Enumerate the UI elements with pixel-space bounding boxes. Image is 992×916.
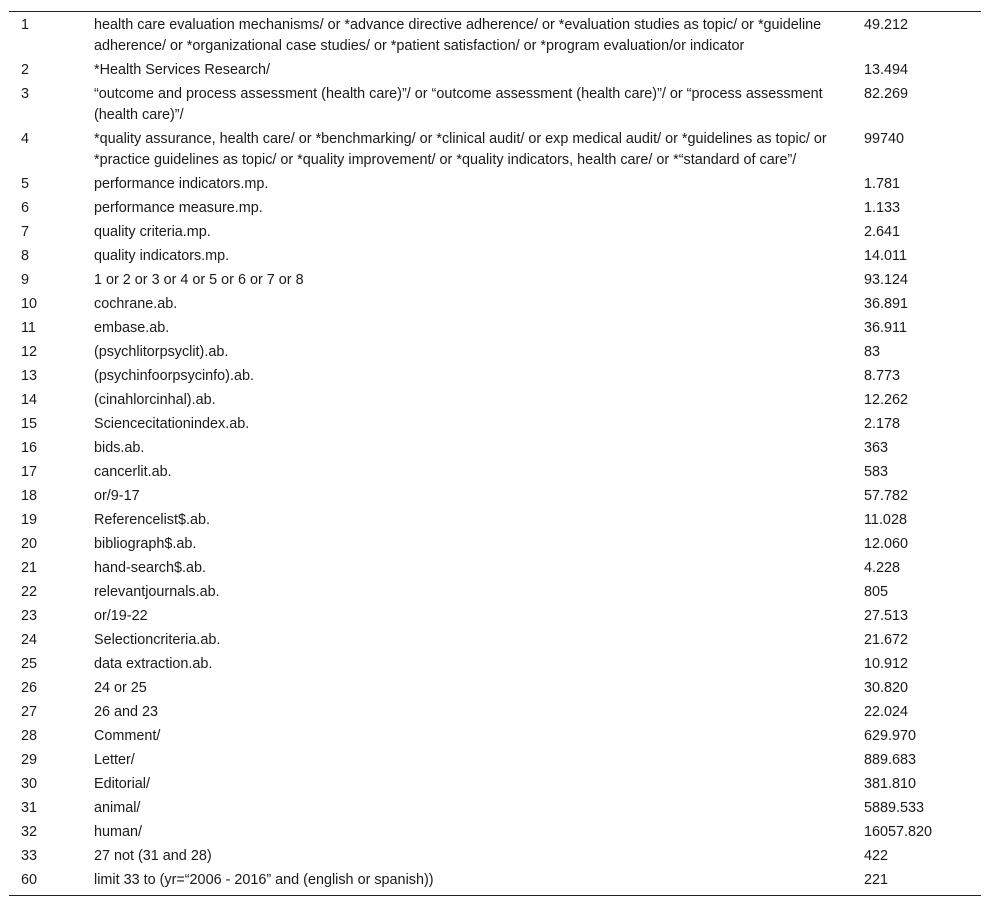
row-number: 29	[21, 752, 38, 768]
search-query: (psychlitorpsyclit).ab.	[94, 344, 229, 360]
row-number: 20	[21, 536, 38, 552]
table-row	[9, 797, 981, 821]
search-query: animal/	[94, 800, 141, 816]
result-count: 93.124	[864, 272, 909, 288]
search-query: Selectioncriteria.ab.	[94, 632, 221, 648]
result-count: 36.911	[864, 320, 907, 336]
result-count: 82.269	[864, 86, 909, 102]
table-row	[9, 128, 981, 173]
table-row	[9, 269, 981, 293]
result-count: 99740	[864, 131, 905, 147]
row-number: 6	[21, 200, 30, 216]
row-number: 16	[21, 440, 38, 456]
table-row	[9, 509, 981, 533]
result-count: 889.683	[864, 752, 917, 768]
row-number: 24	[21, 632, 38, 648]
table-row	[9, 461, 981, 485]
search-query: quality indicators.mp.	[94, 248, 230, 264]
search-query: *Health Services Research/	[94, 62, 270, 78]
search-query: (psychinfoorpsycinfo).ab.	[94, 368, 254, 384]
table-row	[9, 725, 981, 749]
row-number: 22	[21, 584, 38, 600]
table-row	[9, 83, 981, 128]
search-query: Comment/	[94, 728, 161, 744]
table-row	[9, 413, 981, 437]
search-query: limit 33 to (yr=“2006 - 2016” and (english or spanish))	[94, 872, 434, 888]
search-query: Editorial/	[94, 776, 150, 792]
row-number: 9	[21, 272, 30, 288]
search-query: Sciencecitationindex.ab.	[94, 416, 250, 432]
search-query: data extraction.ab.	[94, 656, 213, 672]
table-row	[9, 245, 981, 269]
row-number: 21	[21, 560, 38, 576]
table-row	[9, 317, 981, 341]
search-query: health care evaluation mechanisms/ or *advance directive adherence/ or *evaluation studies as topic/ or *guideline adherence/ or *organizational case studies/ or *patient satisfaction/ or *program evaluation/or indicator	[94, 17, 822, 54]
result-count: 381.810	[864, 776, 917, 792]
result-count: 22.024	[864, 704, 909, 720]
search-query: Referencelist$.ab.	[94, 512, 210, 528]
table-row	[9, 59, 981, 83]
search-query: human/	[94, 824, 142, 840]
table-row	[9, 221, 981, 245]
table-row	[9, 485, 981, 509]
table-row	[9, 701, 981, 725]
result-count: 2.641	[864, 224, 901, 240]
result-count: 21.672	[864, 632, 909, 648]
search-query: or/19-22	[94, 608, 148, 624]
result-count: 14.011	[864, 248, 907, 264]
row-number: 10	[21, 296, 38, 312]
result-count: 1.781	[864, 176, 901, 192]
result-count: 57.782	[864, 488, 909, 504]
result-count: 13.494	[864, 62, 909, 78]
table-row	[9, 437, 981, 461]
row-number: 11	[21, 320, 36, 336]
search-query: 24 or 25	[94, 680, 147, 696]
search-query: bids.ab.	[94, 440, 145, 456]
row-number: 4	[21, 131, 30, 147]
table-row	[9, 605, 981, 629]
result-count: 49.212	[864, 17, 909, 33]
row-number: 32	[21, 824, 38, 840]
table-row	[9, 341, 981, 365]
table-row	[9, 557, 981, 581]
table-row	[9, 629, 981, 653]
table-row	[9, 749, 981, 773]
row-number: 2	[21, 62, 30, 78]
result-count: 10.912	[864, 656, 909, 672]
row-number: 33	[21, 848, 38, 864]
search-query: 27 not (31 and 28)	[94, 848, 212, 864]
search-query: quality criteria.mp.	[94, 224, 211, 240]
search-query: cancerlit.ab.	[94, 464, 172, 480]
result-count: 221	[864, 872, 889, 888]
search-query: *quality assurance, health care/ or *benchmarking/ or *clinical audit/ or exp medical audit/ or *guidelines as topic/ or *practice guidelines as topic/ or *quality improvement/ or *quality indicators, health care/ or *“standard of care”/	[94, 131, 827, 168]
result-count: 2.178	[864, 416, 901, 432]
row-number: 27	[21, 704, 38, 720]
search-query: Letter/	[94, 752, 135, 768]
table-row	[9, 653, 981, 677]
table-row	[9, 389, 981, 413]
row-number: 7	[21, 224, 30, 240]
table-row	[9, 533, 981, 557]
row-number: 17	[21, 464, 38, 480]
table-row	[9, 845, 981, 869]
search-query: “outcome and process assessment (health care)”/ or “outcome assessment (health care)”/ or “process assessment (health care)”/	[94, 86, 823, 123]
result-count: 83	[864, 344, 881, 360]
table-row	[9, 821, 981, 845]
table-row	[9, 293, 981, 317]
row-number: 28	[21, 728, 38, 744]
result-count: 363	[864, 440, 889, 456]
search-query: performance measure.mp.	[94, 200, 263, 216]
search-query: 26 and 23	[94, 704, 159, 720]
result-count: 4.228	[864, 560, 901, 576]
result-count: 27.513	[864, 608, 909, 624]
table-row	[9, 773, 981, 797]
row-number: 8	[21, 248, 30, 264]
result-count: 30.820	[864, 680, 909, 696]
row-number: 13	[21, 368, 38, 384]
row-number: 31	[21, 800, 38, 816]
result-count: 12.060	[864, 536, 909, 552]
row-number: 60	[21, 872, 38, 888]
search-query: 1 or 2 or 3 or 4 or 5 or 6 or 7 or 8	[94, 272, 304, 288]
result-count: 16057.820	[864, 824, 933, 840]
row-number: 12	[21, 344, 38, 360]
search-query: hand-search$.ab.	[94, 560, 207, 576]
search-query: (cinahlorcinhal).ab.	[94, 392, 216, 408]
row-number: 14	[21, 392, 38, 408]
result-count: 8.773	[864, 368, 901, 384]
result-count: 1.133	[864, 200, 901, 216]
result-count: 805	[864, 584, 889, 600]
search-strategy-table-container	[9, 11, 981, 896]
table-row	[9, 677, 981, 701]
search-query: or/9-17	[94, 488, 140, 504]
search-strategy-table	[9, 11, 981, 896]
row-number: 15	[21, 416, 38, 432]
result-count: 583	[864, 464, 889, 480]
search-query: performance indicators.mp.	[94, 176, 269, 192]
row-number: 25	[21, 656, 38, 672]
row-number: 5	[21, 176, 30, 192]
row-number: 18	[21, 488, 38, 504]
row-number: 3	[21, 86, 30, 102]
table-row	[9, 869, 981, 896]
table-row	[9, 365, 981, 389]
result-count: 36.891	[864, 296, 909, 312]
result-count: 5889.533	[864, 800, 925, 816]
row-number: 23	[21, 608, 38, 624]
table-row	[9, 173, 981, 197]
table-row	[9, 197, 981, 221]
row-number: 1	[21, 17, 30, 33]
table-row	[9, 581, 981, 605]
result-count: 11.028	[864, 512, 907, 528]
search-query: bibliograph$.ab.	[94, 536, 197, 552]
search-strategy-table-body	[9, 12, 981, 896]
search-query: relevantjournals.ab.	[94, 584, 220, 600]
result-count: 422	[864, 848, 889, 864]
search-query: cochrane.ab.	[94, 296, 178, 312]
result-count: 629.970	[864, 728, 917, 744]
row-number: 19	[21, 512, 38, 528]
row-number: 30	[21, 776, 38, 792]
search-query: embase.ab.	[94, 320, 170, 336]
table-row	[9, 12, 981, 60]
result-count: 12.262	[864, 392, 909, 408]
row-number: 26	[21, 680, 38, 696]
